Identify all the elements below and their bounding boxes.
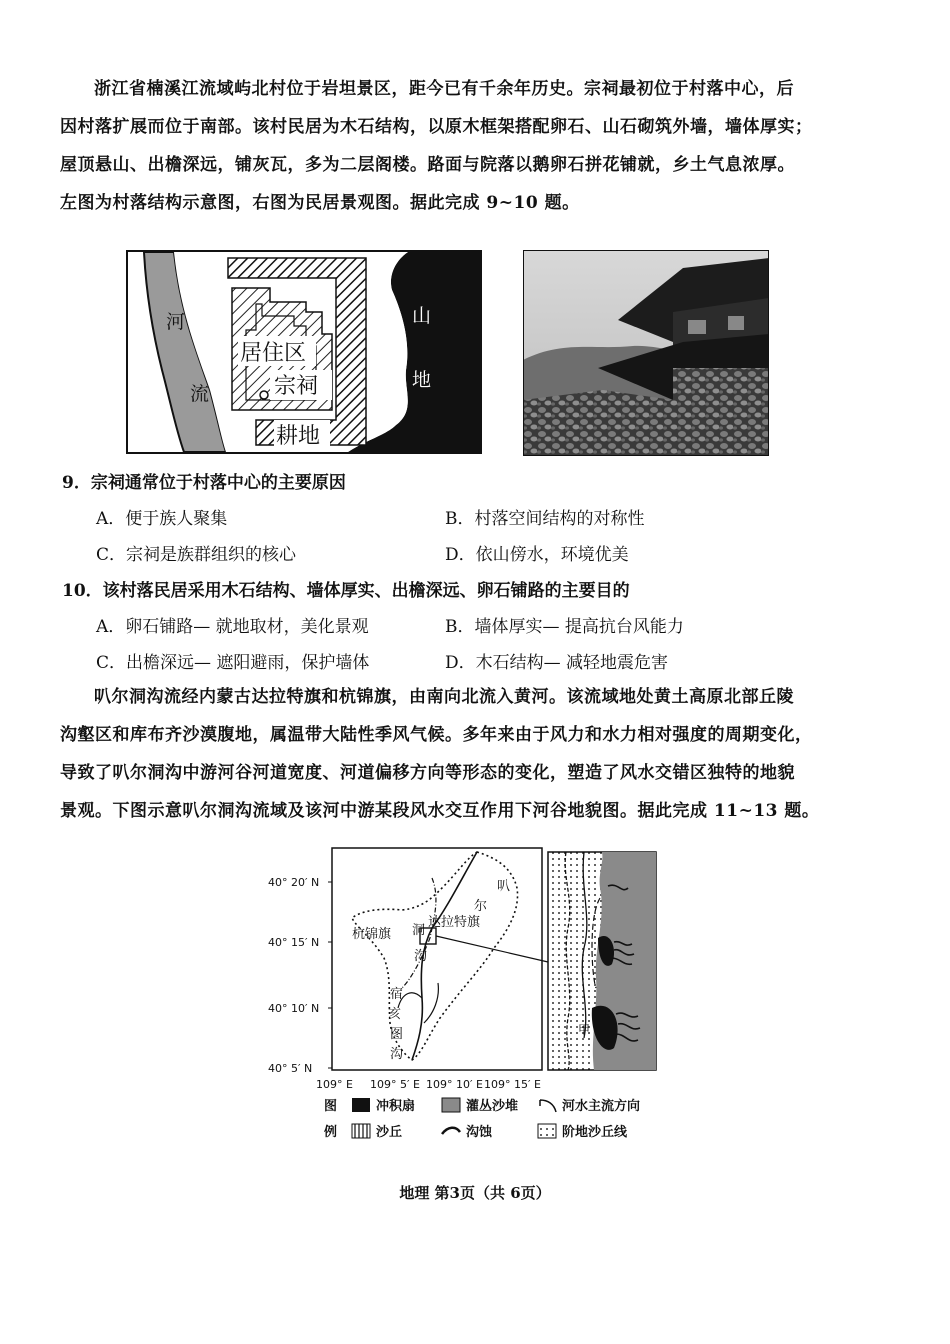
river-char: 沟 — [414, 949, 428, 964]
river-char: 尔 — [474, 899, 488, 914]
passage-1-line: 浙江省楠溪江流域屿北村位于岩坦景区，距今已有千余年历史。宗祠最初位于村落中心，后 — [94, 79, 794, 99]
ancestral-hall-label: 宗祠 — [274, 374, 319, 399]
question-9-option-a[interactable]: A．便于族人聚集 — [96, 509, 228, 529]
lat-label: 40° 20′ N — [268, 876, 320, 889]
lat-label: 40° 10′ N — [268, 1002, 320, 1015]
village-structure-diagram — [126, 250, 482, 454]
question-10-option-c[interactable]: C．出檐深远— 遮阳避雨，保护墙体 — [96, 653, 370, 673]
house-landscape-photo — [523, 250, 769, 456]
legend-shrub-dune: 灌丛沙堆 — [466, 1099, 519, 1114]
question-9-option-c[interactable]: C．宗祠是族群组织的核心 — [96, 545, 297, 565]
lat-label: 40° 5′ N — [268, 1062, 313, 1075]
legend-shrub-dune-swatch — [442, 1098, 460, 1112]
legend-terrace-dune-line: 阶地沙丘线 — [562, 1125, 628, 1140]
page-footer: 地理 第3页（共 6页） — [399, 1184, 551, 1202]
residential-label: 居住区 — [240, 341, 307, 366]
river-char: 宿 — [390, 987, 404, 1002]
passage-2-line: 导致了叭尔洞沟中游河谷河道宽度、河道偏移方向等形态的变化，塑造了风水交错区独特的地貌 — [60, 763, 795, 783]
lon-label: 109° 5′ E — [370, 1078, 420, 1091]
legend-main-flow-swatch — [540, 1100, 556, 1112]
passage-2-line: 景观。下图示意叭尔洞沟流域及该河中游某段风水交互作用下河谷地貌图。据此完成 11~13 题。 — [60, 801, 820, 821]
watershed-map-figure — [262, 838, 672, 1148]
river-label-2: 流 — [190, 383, 210, 405]
mountain-label-2: 地 — [412, 369, 432, 391]
lon-label: 109° 10′ E — [426, 1078, 483, 1091]
lon-label: 109° 15′ E — [484, 1078, 541, 1091]
legend-alluvial-fan-swatch — [352, 1098, 370, 1112]
legend-title-2: 例 — [324, 1125, 338, 1140]
legend-dune: 沙丘 — [376, 1125, 403, 1140]
legend-gully-swatch — [442, 1128, 460, 1134]
river-label-1: 河 — [166, 311, 186, 333]
jia-label: 甲 — [578, 1023, 591, 1037]
legend-terrace-dune-swatch — [538, 1124, 556, 1138]
passage-1-line: 屋顶悬山、出檐深远，铺灰瓦，多为二层阁楼。路面与院落以鹅卵石拼花铺就，乡土气息浓厚。 — [60, 155, 795, 175]
legend-title-1: 图 — [324, 1099, 338, 1114]
question-9-option-b[interactable]: B．村落空间结构的对称性 — [445, 509, 645, 529]
place-dalate: 达拉特旗 — [428, 915, 481, 930]
lat-label: 40° 15′ N — [268, 936, 320, 949]
passage-2-line: 叭尔洞沟流经内蒙古达拉特旗和杭锦旗，由南向北流入黄河。该流域地处黄土高原北部丘陵 — [94, 687, 794, 707]
legend-dune-swatch — [352, 1124, 370, 1138]
place-hangjin: 杭锦旗 — [352, 927, 392, 942]
ancestral-hall-marker — [260, 391, 268, 399]
passage-1-line: 因村落扩展而位于南部。该村民居为木石结构，以原木框架搭配卵石、山石砌筑外墙，墙体厚实； — [60, 117, 813, 137]
question-10-option-d[interactable]: D．木石结构— 减轻地震危害 — [445, 653, 669, 673]
mountain-label-1: 山 — [412, 305, 432, 327]
passage-2-line: 沟壑区和库布齐沙漠腹地，属温带大陆性季风气候。多年来由于风力和水力相对强度的周期变化， — [60, 725, 813, 745]
river-char: 沟 — [390, 1047, 404, 1062]
question-10-stem: 10．该村落民居采用木石结构、墙体厚实、出檐深远、卵石铺路的主要目的 — [62, 581, 630, 601]
question-10-option-a[interactable]: A．卵石铺路— 就地取材，美化景观 — [96, 617, 369, 637]
legend-main-flow: 河水主流方向 — [562, 1099, 641, 1114]
farmland-label: 耕地 — [276, 424, 321, 449]
legend-gully: 沟蚀 — [466, 1125, 493, 1140]
question-9-option-d[interactable]: D．依山傍水，环境优美 — [445, 545, 629, 565]
river-char: 叭 — [497, 879, 511, 894]
passage-2 — [60, 678, 890, 830]
passage-1-line: 左图为村落结构示意图，右图为民居景观图。据此完成 9~10 题。 — [60, 193, 580, 213]
question-10-option-b[interactable]: B．墙体厚实— 提高抗台风能力 — [445, 617, 684, 637]
river-char: 图 — [390, 1027, 404, 1042]
river-char: 洞 — [412, 923, 426, 938]
legend-alluvial-fan: 冲积扇 — [376, 1099, 416, 1114]
lon-label: 109° E — [316, 1078, 353, 1091]
river-char: 亥 — [388, 1007, 402, 1022]
passage-1 — [60, 70, 890, 222]
question-9-stem: 9．宗祠通常位于村落中心的主要原因 — [62, 473, 346, 493]
